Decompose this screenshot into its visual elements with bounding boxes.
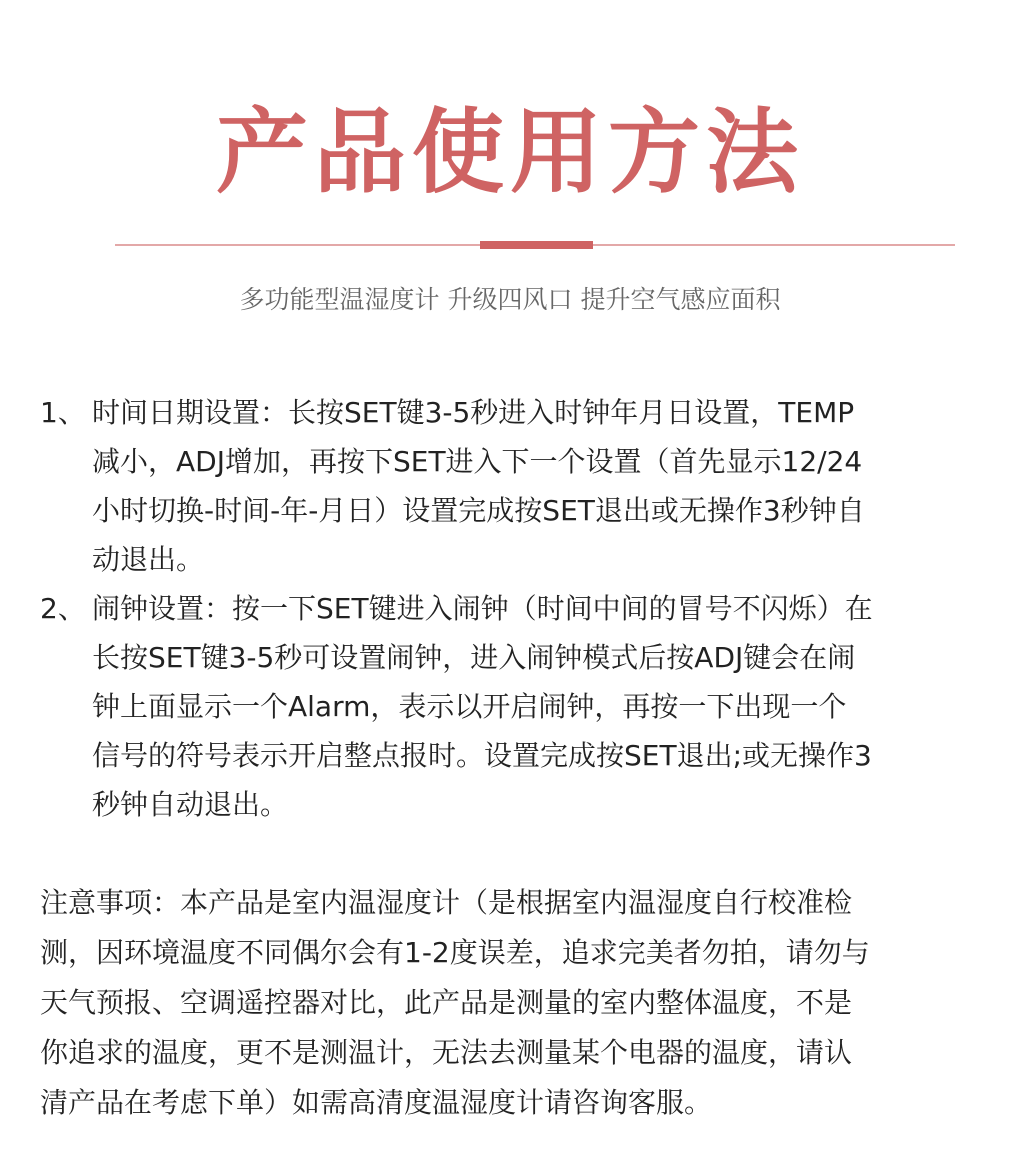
step-line: 秒钟自动退出。: [92, 788, 289, 821]
step-line: 闹钟设置：按一下SET键进入闹钟（时间中间的冒号不闪烁）在: [92, 592, 873, 625]
notice-line: 清产品在考虑下单）如需高清度温湿度计请咨询客服。: [40, 1086, 713, 1119]
instruction-steps: [40, 388, 990, 829]
notice-line: 测，因环境温度不同偶尔会有1-2度误差，追求完美者勿拍，请勿与: [40, 936, 870, 969]
notice-line: 天气预报、空调遥控器对比，此产品是测量的室内整体温度，不是: [40, 986, 853, 1019]
instruction-step-1: [40, 388, 990, 584]
step-line: 钟上面显示一个Alarm，表示以开启闹钟，再按一下出现一个: [92, 690, 847, 723]
step-number: 1、: [40, 396, 86, 429]
notice-paragraph: [40, 878, 985, 1128]
notice-line: 注意事项：本产品是室内温湿度计（是根据室内温湿度自行校准检: [40, 886, 853, 919]
step-line: 减小，ADJ增加，再按下SET进入下一个设置（首先显示12/24: [92, 445, 863, 478]
step-line: 长按SET键3-5秒可设置闹钟，进入闹钟模式后按ADJ键会在闹: [92, 641, 856, 674]
step-number: 2、: [40, 592, 86, 625]
step-line: 动退出。: [92, 543, 205, 576]
notice-line: 你追求的温度，更不是测温计，无法去测量某个电器的温度，请认: [40, 1036, 853, 1069]
page-subtitle: 多功能型温湿度计 升级四风口 提升空气感应面积: [239, 285, 781, 314]
instruction-step-2: [40, 584, 990, 829]
page-title: 产品使用方法: [215, 99, 804, 206]
title-divider-accent: [480, 241, 593, 249]
step-text: [92, 388, 990, 584]
step-line: 信号的符号表示开启整点报时。设置完成按SET退出;或无操作3: [92, 739, 872, 772]
step-line: 小时切换-时间-年-月日）设置完成按SET退出或无操作3秒钟自: [92, 494, 865, 527]
step-text: [92, 584, 990, 829]
step-line: 时间日期设置：长按SET键3-5秒进入时钟年月日设置，TEMP: [92, 396, 855, 429]
